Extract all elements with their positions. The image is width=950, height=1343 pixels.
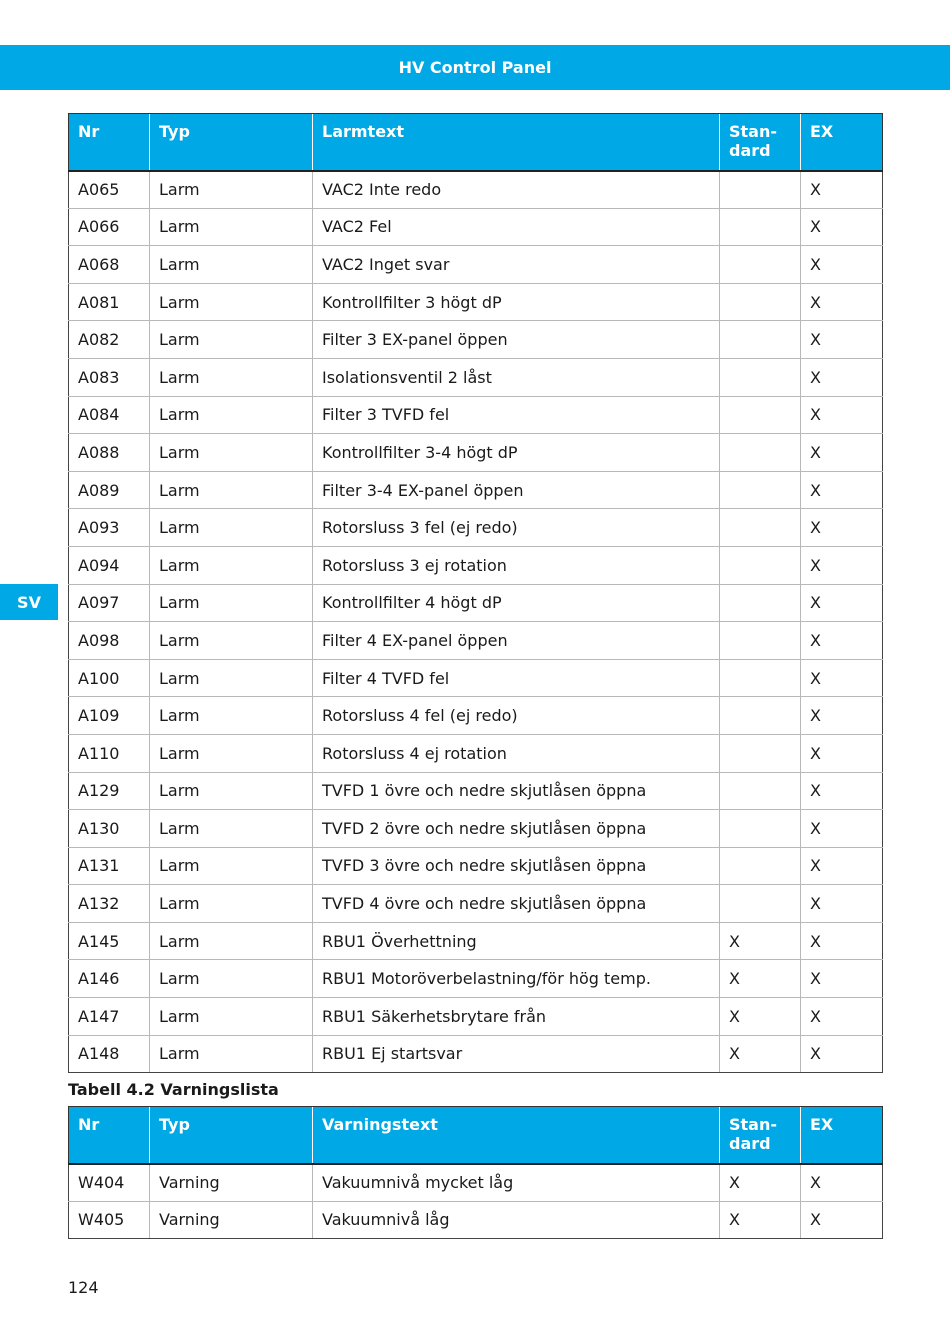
table-cell <box>720 546 801 584</box>
table-cell <box>720 171 801 209</box>
table-cell <box>720 396 801 434</box>
table-cell: A093 <box>69 509 150 547</box>
table-cell: X <box>801 659 883 697</box>
table-cell: Larm <box>150 1035 313 1073</box>
table-cell: W404 <box>69 1164 150 1202</box>
table-cell: Larm <box>150 622 313 660</box>
language-tab: SV <box>0 584 58 620</box>
table-cell: X <box>720 960 801 998</box>
table-cell: A146 <box>69 960 150 998</box>
column-header: Typ <box>150 114 313 171</box>
table-cell: Larm <box>150 960 313 998</box>
table-cell: A082 <box>69 321 150 359</box>
table-cell: A066 <box>69 208 150 246</box>
table-cell: Kontrollfilter 3 högt dP <box>313 283 720 321</box>
table-cell <box>720 471 801 509</box>
table-row <box>69 208 883 246</box>
table-cell: A081 <box>69 283 150 321</box>
alarm-table <box>68 113 883 1073</box>
table-cell: RBU1 Ej startsvar <box>313 1035 720 1073</box>
table-row <box>69 396 883 434</box>
table-cell: X <box>801 622 883 660</box>
table-cell: X <box>720 1035 801 1073</box>
table-cell: Larm <box>150 246 313 284</box>
table-row <box>69 659 883 697</box>
table-cell: X <box>801 171 883 209</box>
column-header: Larmtext <box>313 114 720 171</box>
table-cell: X <box>720 998 801 1036</box>
table-cell: X <box>801 734 883 772</box>
table-cell: Larm <box>150 847 313 885</box>
table-cell <box>720 697 801 735</box>
table-cell: X <box>720 1164 801 1202</box>
table-cell: X <box>801 283 883 321</box>
table-cell: Larm <box>150 734 313 772</box>
table-cell: W405 <box>69 1201 150 1239</box>
column-header: Typ <box>150 1107 313 1164</box>
table-cell: A131 <box>69 847 150 885</box>
table-cell: Vakuumnivå mycket låg <box>313 1164 720 1202</box>
table-cell: X <box>801 922 883 960</box>
table-cell: X <box>801 810 883 848</box>
table-cell: A148 <box>69 1035 150 1073</box>
table-cell: RBU1 Motoröverbelastning/för hög temp. <box>313 960 720 998</box>
table-cell: Larm <box>150 208 313 246</box>
table-cell: X <box>801 1035 883 1073</box>
warning-table-header <box>69 1107 883 1164</box>
table-cell: A083 <box>69 358 150 396</box>
table-cell: X <box>720 1201 801 1239</box>
table-cell <box>720 208 801 246</box>
table-cell: Filter 3 TVFD fel <box>313 396 720 434</box>
table-cell: X <box>801 1164 883 1202</box>
table-cell: A068 <box>69 246 150 284</box>
table-cell: Varning <box>150 1164 313 1202</box>
table-cell <box>720 509 801 547</box>
table-cell: X <box>801 396 883 434</box>
table-cell: A110 <box>69 734 150 772</box>
table-cell: X <box>801 584 883 622</box>
table-cell: X <box>801 208 883 246</box>
table-cell: TVFD 2 övre och nedre skjutlåsen öppna <box>313 810 720 848</box>
table-cell <box>720 734 801 772</box>
table-cell: A084 <box>69 396 150 434</box>
table-cell: Larm <box>150 810 313 848</box>
alarm-table-header <box>69 114 883 171</box>
table-row <box>69 358 883 396</box>
table-cell: Larm <box>150 697 313 735</box>
table-cell <box>720 622 801 660</box>
table-cell: Larm <box>150 358 313 396</box>
table-cell: Larm <box>150 171 313 209</box>
table-row <box>69 1201 883 1239</box>
table-cell: A145 <box>69 922 150 960</box>
table-cell <box>720 246 801 284</box>
table-cell: A089 <box>69 471 150 509</box>
table-cell: A094 <box>69 546 150 584</box>
table-cell <box>720 885 801 923</box>
table-row <box>69 471 883 509</box>
table-cell: Rotorsluss 4 ej rotation <box>313 734 720 772</box>
table-cell: Isolationsventil 2 låst <box>313 358 720 396</box>
table-cell <box>720 434 801 472</box>
table-cell: VAC2 Inget svar <box>313 246 720 284</box>
table-cell: Kontrollfilter 4 högt dP <box>313 584 720 622</box>
table-row <box>69 1164 883 1202</box>
table-cell: X <box>801 697 883 735</box>
table-cell <box>720 358 801 396</box>
table-cell: Larm <box>150 471 313 509</box>
table-cell: VAC2 Fel <box>313 208 720 246</box>
page-number: 124 <box>68 1278 99 1297</box>
table-cell: Rotorsluss 3 fel (ej redo) <box>313 509 720 547</box>
table-cell: Larm <box>150 321 313 359</box>
table-cell: VAC2 Inte redo <box>313 171 720 209</box>
table-cell: TVFD 3 övre och nedre skjutlåsen öppna <box>313 847 720 885</box>
column-header: Varningstext <box>313 1107 720 1164</box>
table-cell: Larm <box>150 885 313 923</box>
alarm-table-body <box>69 171 883 1073</box>
table-cell: A147 <box>69 998 150 1036</box>
table-cell: Larm <box>150 922 313 960</box>
table-cell: Larm <box>150 584 313 622</box>
table-cell: Kontrollfilter 3-4 högt dP <box>313 434 720 472</box>
table-cell: X <box>801 509 883 547</box>
table-cell: A065 <box>69 171 150 209</box>
table-cell: X <box>801 1201 883 1239</box>
table-row <box>69 960 883 998</box>
table-cell <box>720 772 801 810</box>
table-row <box>69 246 883 284</box>
table-cell: TVFD 4 övre och nedre skjutlåsen öppna <box>313 885 720 923</box>
table-cell <box>720 810 801 848</box>
table-row <box>69 998 883 1036</box>
table-cell: X <box>720 922 801 960</box>
table-cell: X <box>801 885 883 923</box>
table-cell <box>720 283 801 321</box>
table-row <box>69 622 883 660</box>
table-cell: Larm <box>150 396 313 434</box>
column-header: EX <box>801 1107 883 1164</box>
table-row <box>69 546 883 584</box>
table-row <box>69 697 883 735</box>
table-cell: Larm <box>150 546 313 584</box>
table-cell: Rotorsluss 3 ej rotation <box>313 546 720 584</box>
table-cell: Larm <box>150 772 313 810</box>
table-cell: Larm <box>150 509 313 547</box>
table-row <box>69 584 883 622</box>
table-cell: Filter 4 TVFD fel <box>313 659 720 697</box>
table-row <box>69 772 883 810</box>
table-cell: A109 <box>69 697 150 735</box>
table-cell: A088 <box>69 434 150 472</box>
table-row <box>69 922 883 960</box>
table-cell: X <box>801 246 883 284</box>
table-row <box>69 1035 883 1073</box>
table-cell: X <box>801 434 883 472</box>
table-cell: X <box>801 998 883 1036</box>
table-cell <box>720 584 801 622</box>
table-cell: Larm <box>150 998 313 1036</box>
table-cell: A100 <box>69 659 150 697</box>
table-cell: A129 <box>69 772 150 810</box>
table-cell: A132 <box>69 885 150 923</box>
table-cell: X <box>801 960 883 998</box>
column-header: EX <box>801 114 883 171</box>
table-row <box>69 847 883 885</box>
table-cell: Larm <box>150 283 313 321</box>
table-row <box>69 734 883 772</box>
table-row <box>69 283 883 321</box>
table-row <box>69 885 883 923</box>
table-cell: A097 <box>69 584 150 622</box>
table-cell: Filter 3-4 EX-panel öppen <box>313 471 720 509</box>
header-bar <box>0 45 950 90</box>
table-cell: X <box>801 471 883 509</box>
table-cell <box>720 847 801 885</box>
table-cell: X <box>801 321 883 359</box>
table-row <box>69 810 883 848</box>
table-cell: Vakuumnivå låg <box>313 1201 720 1239</box>
column-header: Stan- dard <box>720 114 801 171</box>
column-header: Nr <box>69 114 150 171</box>
warning-table <box>68 1106 883 1239</box>
table-cell: X <box>801 772 883 810</box>
table-cell: Filter 3 EX-panel öppen <box>313 321 720 359</box>
table-row <box>69 509 883 547</box>
table-cell: RBU1 Överhettning <box>313 922 720 960</box>
table-cell: TVFD 1 övre och nedre skjutlåsen öppna <box>313 772 720 810</box>
table-cell: X <box>801 358 883 396</box>
page-title: HV Control Panel <box>398 58 552 77</box>
table-cell: Rotorsluss 4 fel (ej redo) <box>313 697 720 735</box>
table-cell: X <box>801 847 883 885</box>
table-row <box>69 434 883 472</box>
table-cell: Larm <box>150 659 313 697</box>
table-row <box>69 171 883 209</box>
table-cell: A098 <box>69 622 150 660</box>
warning-table-caption: Tabell 4.2 Varningslista <box>68 1080 279 1099</box>
table-cell: A130 <box>69 810 150 848</box>
table-cell: Filter 4 EX-panel öppen <box>313 622 720 660</box>
column-header: Stan- dard <box>720 1107 801 1164</box>
table-cell: X <box>801 546 883 584</box>
table-cell: Larm <box>150 434 313 472</box>
table-cell <box>720 659 801 697</box>
warning-table-body <box>69 1164 883 1239</box>
table-row <box>69 321 883 359</box>
table-cell: Varning <box>150 1201 313 1239</box>
table-cell: RBU1 Säkerhetsbrytare från <box>313 998 720 1036</box>
column-header: Nr <box>69 1107 150 1164</box>
table-cell <box>720 321 801 359</box>
